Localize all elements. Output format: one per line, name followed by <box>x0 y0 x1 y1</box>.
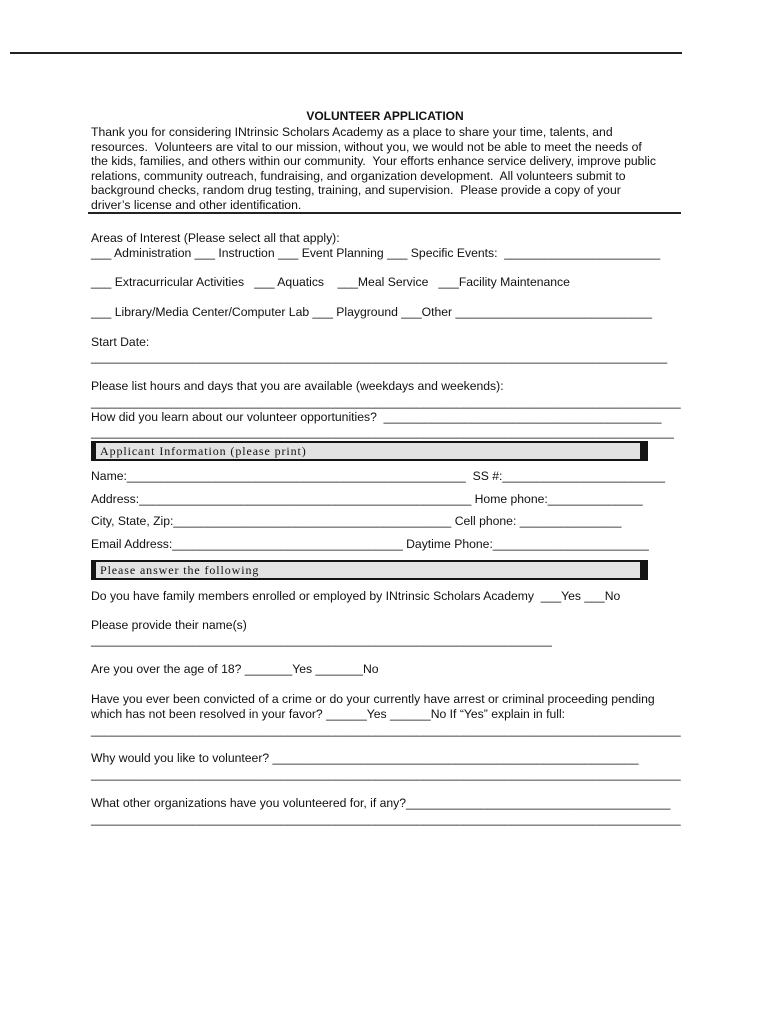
availability-line[interactable]: _______________________________________________________________________________________ <box>91 395 681 409</box>
intro-line: background checks, random drug testing, training, and supervision. Please provide a copy of your <box>91 183 621 197</box>
crime-answer-line[interactable]: _______________________________________________________________________________________ <box>91 723 681 737</box>
interests-row-3[interactable]: ___ Library/Media Center/Computer Lab ___ Playground ___Other _____________________________ <box>91 305 653 319</box>
address-field[interactable]: Address:_________________________________________________ Home phone:______________ <box>91 492 643 506</box>
orgs-line[interactable]: _______________________________________________________________________________________ <box>91 812 681 826</box>
why-question[interactable]: Why would you like to volunteer? ______________________________________________________ <box>91 751 639 765</box>
questions-section-title: Please answer the following <box>96 562 640 578</box>
start-date-line[interactable]: _____________________________________________________________________________________ <box>91 350 668 364</box>
orgs-question[interactable]: What other organizations have you volunteered for, if any?_______________________________________ <box>91 796 671 810</box>
interests-row-1[interactable]: ___ Administration ___ Instruction ___ Event Planning ___ Specific Events: _______________________ <box>91 246 661 260</box>
names-line[interactable]: ____________________________________________________________________ <box>91 633 552 647</box>
learn-question[interactable]: How did you learn about our volunteer opportunities? _________________________________________ <box>91 410 662 424</box>
city-state-zip-field[interactable]: City, State, Zip:_________________________________________ Cell phone: _______________ <box>91 514 622 528</box>
family-question[interactable]: Do you have family members enrolled or employed by INtrinsic Scholars Academy ___Yes ___No <box>91 589 621 603</box>
age-question[interactable]: Are you over the age of 18? _______Yes _______No <box>91 662 379 676</box>
interests-heading: Areas of Interest (Please select all that apply): <box>91 231 340 245</box>
intro-line: the kids, families, and others within our community. Your efforts enhance service delivery, improve public <box>91 154 656 168</box>
form-title: VOLUNTEER APPLICATION <box>306 109 464 123</box>
applicant-section-title: Applicant Information (please print) <box>96 443 640 459</box>
availability-label: Please list hours and days that you are available (weekdays and weekends): <box>91 379 504 393</box>
names-label: Please provide their name(s) <box>91 618 247 632</box>
questions-section-header <box>91 560 648 580</box>
intro-line: relations, community outreach, fundraising, and organization development. All volunteers submit to <box>91 169 626 183</box>
top-rule <box>10 52 682 54</box>
crime-question-line-2[interactable]: which has not been resolved in your favor? ______Yes ______No If “Yes” explain in full: <box>91 707 566 721</box>
name-field[interactable]: Name:__________________________________________________ SS #:________________________ <box>91 469 666 483</box>
interests-row-2[interactable]: ___ Extracurricular Activities ___ Aquatics ___Meal Service ___Facility Maintenance <box>91 275 570 289</box>
crime-question-line-1: Have you ever been convicted of a crime or do your currently have arrest or criminal proceeding pending <box>91 692 655 706</box>
intro-line: Thank you for considering INtrinsic Scholars Academy as a place to share your time, talents, and <box>91 125 613 139</box>
intro-rule <box>88 212 681 214</box>
intro-line: driver’s license and other identification. <box>91 198 302 212</box>
applicant-section-header <box>91 441 648 461</box>
intro-line: resources. Volunteers are vital to our mission, without you, we would not be able to meet the needs of <box>91 140 642 154</box>
why-line[interactable]: _______________________________________________________________________________________ <box>91 767 681 781</box>
email-field[interactable]: Email Address:__________________________________ Daytime Phone:_______________________ <box>91 537 649 551</box>
learn-line[interactable]: ______________________________________________________________________________________ <box>91 425 674 439</box>
start-date-label: Start Date: <box>91 335 150 349</box>
